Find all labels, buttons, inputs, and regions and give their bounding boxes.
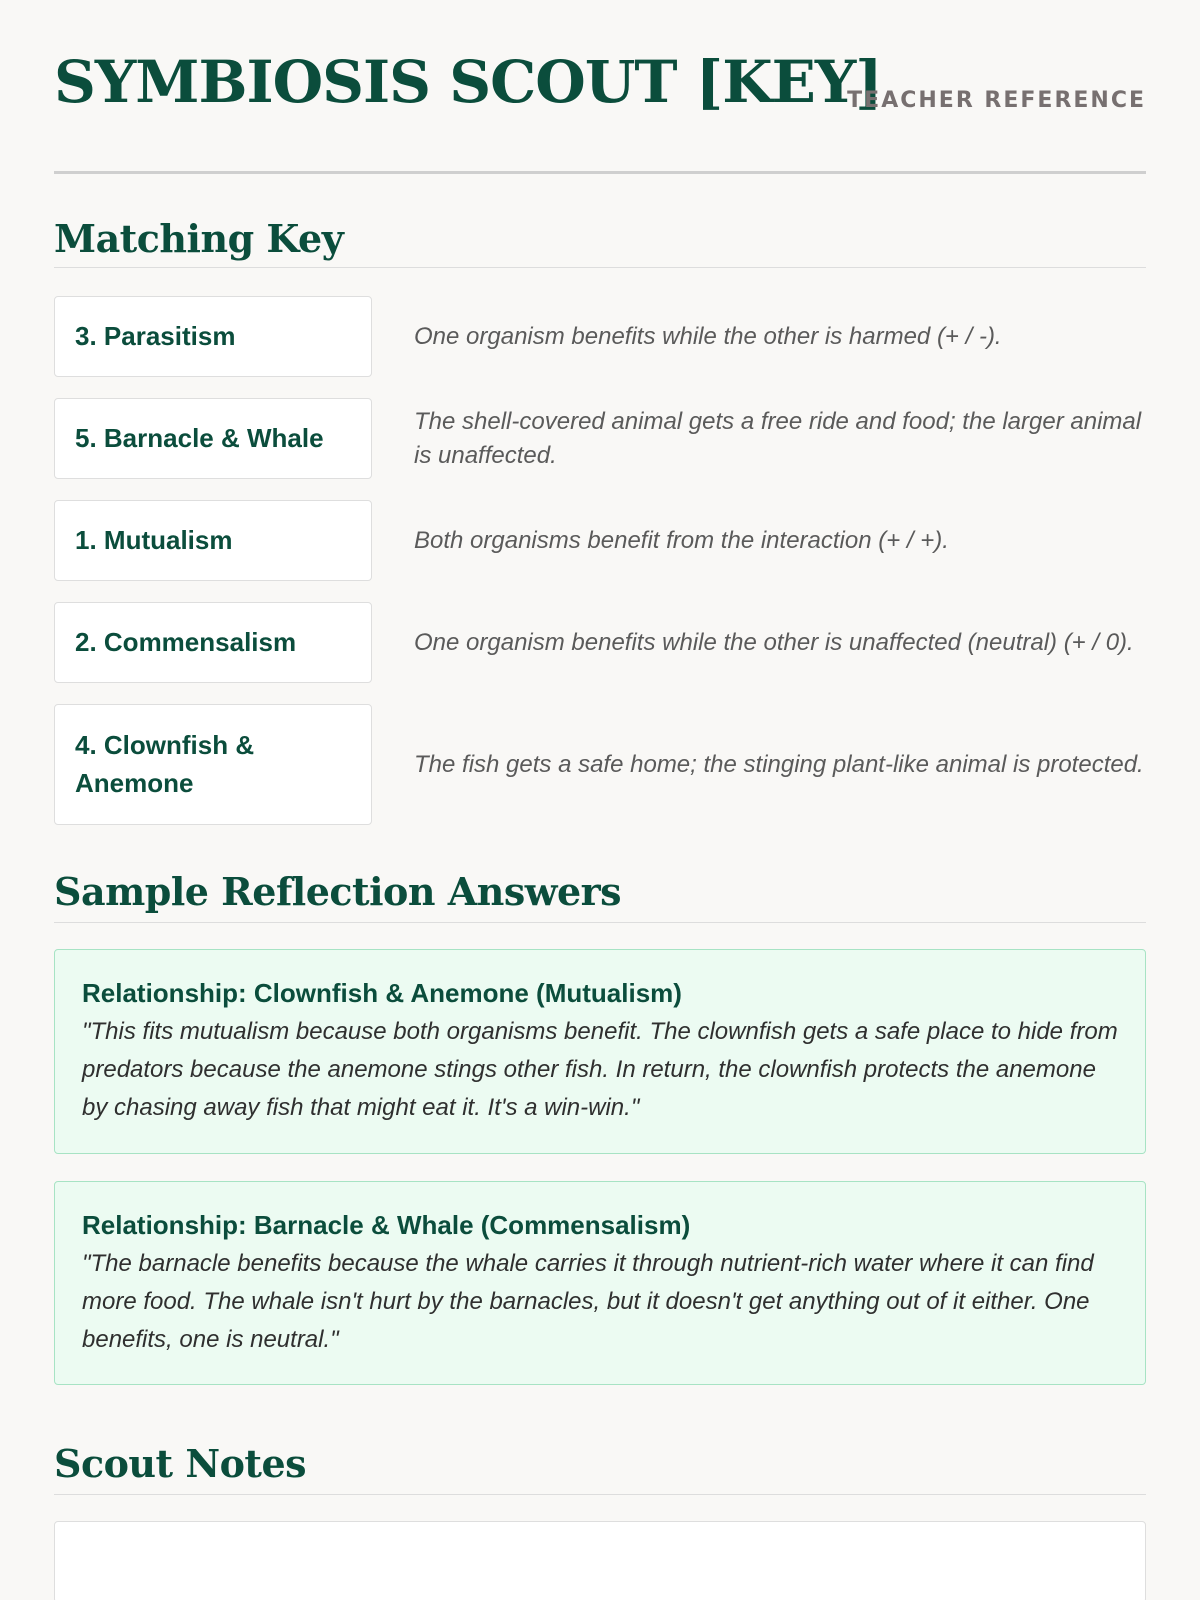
- page-subtitle: TEACHER REFERENCE: [847, 88, 1146, 113]
- scout-notes-box: [54, 1521, 1146, 1600]
- answer-card: [54, 1181, 1146, 1386]
- matching-definition: The shell-covered animal gets a free ride and food; the larger animal is unaffected.: [414, 408, 1142, 469]
- matching-term: 1. Mutualism: [54, 500, 372, 581]
- reflection-answers-section: [54, 869, 1146, 1385]
- matching-key-section: [54, 216, 1146, 825]
- matching-term: 3. Parasitism: [54, 296, 372, 377]
- matching-row: [54, 296, 1146, 377]
- matching-definition: Both organisms benefit from the interaction (+ / +).: [414, 526, 949, 554]
- answer-card: [54, 949, 1146, 1154]
- answer-heading: Relationship: Barnacle & Whale (Commensalism): [82, 1209, 691, 1240]
- matching-definition: One organism benefits while the other is harmed (+ / -).: [414, 322, 1002, 350]
- scout-notes-heading: Scout Notes: [54, 1441, 1146, 1495]
- matching-row: [54, 704, 1146, 825]
- page-title: SYMBIOSIS SCOUT [KEY]: [54, 48, 882, 116]
- matching-row: [54, 398, 1146, 479]
- matching-definition: The fish gets a safe home; the stinging plant-like animal is protected.: [414, 750, 1144, 778]
- matching-list: [54, 296, 1146, 825]
- matching-definition: One organism benefits while the other is unaffected (neutral) (+ / 0).: [414, 628, 1134, 656]
- reflection-answers-heading: Sample Reflection Answers: [54, 869, 1146, 923]
- matching-key-heading: Matching Key: [54, 216, 1146, 268]
- answer-heading: Relationship: Clownfish & Anemone (Mutualism): [82, 978, 682, 1008]
- page-header: [54, 0, 1146, 174]
- answer-text: "This fits mutualism because both organisms benefit. The clownfish gets a safe place to hide from predators because the anemone stings other fish. In return, the clownfish protects the anemone by chasing away fish that might eat it. It's a win-win.": [82, 1018, 1118, 1121]
- scout-notes-section: [54, 1441, 1146, 1600]
- matching-term: 5. Barnacle & Whale: [54, 398, 372, 479]
- answer-list: [54, 949, 1146, 1385]
- matching-row: [54, 602, 1146, 683]
- answer-text: "The barnacle benefits because the whale carries it through nutrient-rich water where it can find more food. The whale isn't hurt by the barnacles, but it doesn't get anything out of it either. One benefits, one is neutral.": [82, 1249, 1094, 1353]
- matching-term: 4. Clownfish & Anemone: [54, 704, 372, 825]
- matching-row: [54, 500, 1146, 581]
- matching-term: 2. Commensalism: [54, 602, 372, 683]
